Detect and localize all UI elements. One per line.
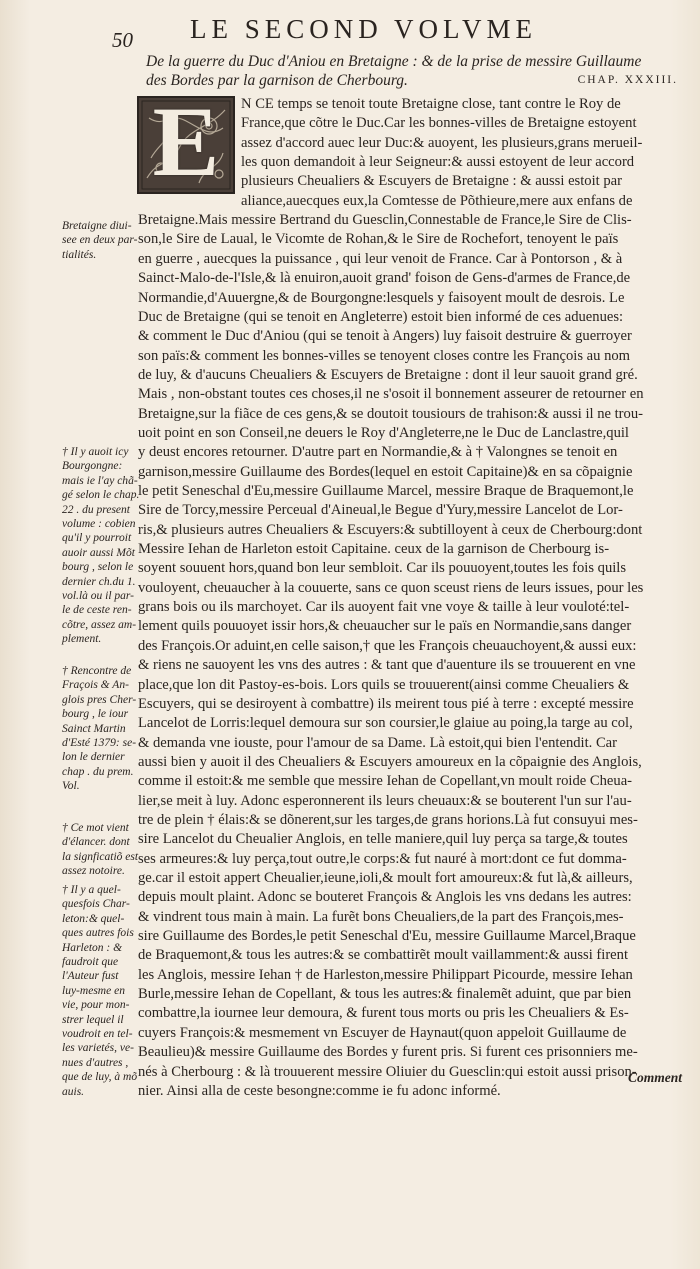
margin-note-line: la signficatiõ est <box>62 848 139 863</box>
text-line: tre de plein † élais:& se dõnerent,sur les targes,de grans horions.Là fut consuyui mes- <box>138 811 638 828</box>
text-line: garnison,messire Guillaume des Bordes(lequel en estoit Capitaine)& en sa cõpaignie <box>138 463 633 480</box>
margin-note-line: l'Auteur fust <box>62 968 119 983</box>
margin-note-line: qu'il y pourroit <box>62 530 132 545</box>
margin-note-line: bourg , selon le <box>62 559 134 574</box>
margin-note-line: Sainct Martin <box>62 720 126 735</box>
text-line: nier. Ainsi alla de ceste besongne:comme ie fu adonc informé. <box>138 1082 501 1099</box>
text-line: Bretaigne.Mais messire Bertrand du Guesclin,Connestable de France,le Sire de Clis- <box>138 212 632 229</box>
text-line: Duc de Bretaigne (qui se tenoit en Angleterre) estoit bien informé de ces aduenues: <box>138 308 624 325</box>
margin-note-line: quesfois Char- <box>62 896 130 911</box>
text-line: son païs:& comment les bonnes-villes se tenoyent closes contre les François au nom <box>138 347 631 364</box>
text-line: aliance,auecques eux,la Comtesse de Põthieure,mere aux enfans de <box>241 192 633 209</box>
text-line: combattre,la iournee leur demoura, & furent tous morts ou pris les Cheualiers & Es- <box>138 1005 629 1022</box>
margin-note-line: gé selon le chap. <box>62 487 140 502</box>
text-line: Messire Iehan de Harleton estoit Capitaine. ceux de la garnison de Cherbourg is- <box>138 541 610 558</box>
margin-note-line: d'Esté 1379: se- <box>62 735 137 750</box>
margin-note-line: luy-mesme en <box>62 982 125 997</box>
chapter-heading-line-1: De la guerre du Duc d'Aniou en Bretaigne : & de la prise de messire Guillaume <box>146 53 642 70</box>
text-line: nés à Cherbourg : & là trouuerent messire Oliuier du Guesclin:qui estoit aussi prison- <box>138 1063 637 1080</box>
margin-note-line: voudroit en tel- <box>62 1026 133 1041</box>
text-line: de luy, & d'aucuns Cheualiers & Escuyers de Bretaigne : dont il leur sauoit grand gré. <box>138 366 638 383</box>
margin-note-line: vie, pour mon- <box>62 997 130 1012</box>
margin-note-line: plement. <box>62 631 102 646</box>
text-line: N CE temps se tenoit toute Bretaigne close, tant contre le Roy de <box>241 96 621 112</box>
text-line: & comment le Duc d'Aniou (qui se tenoit à Angers) luy faisoit destruire & guerroyer <box>138 328 632 345</box>
margin-note <box>62 882 144 1098</box>
text-line: & demanda vne iouste, pour l'amour de sa Dame. Là estoit,qui bien l'entendit. Car <box>138 734 618 751</box>
text-line: plusieurs Cheualiers & Escuyers de Bretaigne : & aussi estoit par <box>241 173 622 190</box>
page-number: 50 <box>112 28 133 52</box>
text-line: ses armeures:& luy perça,tout outre,le corps:& fut nauré à mort:dont ce fut domma- <box>138 850 627 867</box>
margin-note-line: lon le dernier <box>62 749 125 764</box>
text-line: des François.Or aduint,en celle saison,† que les François cheuauchoyent,& aussi eux: <box>138 637 637 654</box>
margin-note-line: Fraçois & An- <box>62 677 129 692</box>
margin-note-line: que de luy, à mõ <box>62 1069 138 1084</box>
margin-note-line: d'élancer. dont <box>62 834 130 849</box>
margin-note-line: strer lequel il <box>62 1011 124 1026</box>
text-line: place,que lon dit Pastoy-es-bois. Lors quils se trouuerent(ainsi comme Cheualiers & <box>138 676 630 693</box>
text-line: vouloyent, cheuaucher à la couuerte, sans ce quon sceust riens de leurs issues, pour les <box>138 579 644 596</box>
margin-note-line: vol.là ou il par- <box>62 588 135 603</box>
chapter-number: CHAP. XXXIII. <box>577 74 678 86</box>
margin-note-line: † Rencontre de <box>62 663 132 677</box>
text-line: grans bois ou ils marchoyet. Car ils auoyent fait vne voye & taille à leur vouloté:tel- <box>138 599 630 616</box>
text-line: ris,& plusieurs autres Cheualiers & Escuyers:& subtilloyent à ceux de Cherbourg:dont <box>138 521 643 538</box>
text-line: comme il estoit:& me semble que messire Iehan de Copellant,vn moult roide Cheua- <box>138 773 633 790</box>
margin-note-line: † Il y auoit icy <box>62 444 129 458</box>
margin-note-line: bourg , le iour <box>62 706 129 721</box>
margin-note-line: tialités. <box>62 246 97 261</box>
text-line: aussi bien y auoit il des Cheualiers & Escuyers amoureux en la cõpaignie des Anglois, <box>138 753 642 770</box>
text-line: depuis moult plaint. Adonc se bouteret François & Anglois les vns dedans les autres: <box>138 889 632 906</box>
margin-note-line: chap . du prem. <box>62 763 134 778</box>
margin-note <box>62 663 144 793</box>
margin-note-line: leton:& quel- <box>62 910 125 925</box>
text-line: sire Guillaume des Bordes,le petit Seneschal d'Eu, messire Guillaume Marcel,Braque <box>138 928 636 945</box>
margin-note-line: les varietés, ve- <box>62 1040 134 1055</box>
text-line: les quon demandoit à leur Seigneur:& aussi estoyent de leur accord <box>241 154 635 171</box>
margin-note <box>62 820 144 878</box>
text-line: assez d'accord auec leur Duc:& auoyent, les plusieurs,grans merueil- <box>241 134 643 151</box>
margin-note-line: faudroit que <box>62 954 119 969</box>
margin-note-line: Harleton : & <box>62 939 123 954</box>
margin-note-line: Bourgongne: <box>62 458 123 473</box>
margin-note-line: ques autres fois <box>62 925 134 940</box>
text-line: y deust encores retourner. D'autre part en Normandie,& à † Valongnes se tenoit en <box>138 444 618 461</box>
text-line: ge.car il estoit appert Cheualier,ieune,ioli,& moult fort amoureux:& fut là,& ailleurs, <box>138 870 633 886</box>
text-line: Lancelot de Lorris:lequel demoura sur son coursier,le glaiue au poing,la targe au col, <box>138 715 633 732</box>
margin-note-line: auis. <box>62 1083 85 1098</box>
text-line: les Anglois, messire Iehan † de Harleston,messire Philippart Picourde, messire Iehan <box>138 966 633 983</box>
text-line: Sire de Torcy,messire Perceual d'Aineual,le Begue d'Yury,messire Lancelot de Lor- <box>138 502 623 519</box>
running-title: LE SECOND VOLVME <box>190 14 538 44</box>
text-line: Sainct-Malo-de-l'Isle,& là enuiron,auoit grand' foison de Gens-d'armes de France,de <box>138 270 631 287</box>
text-line: lement quils pouuoyet issir hors,& cheuaucher sur le païs en Normandie,sans danger <box>138 618 632 635</box>
text-line: en guerre , auecques la puissance , qui leur venoit de France. Car à Pontorson , & à <box>138 250 623 267</box>
text-line: Mais , non-obstant toutes ces choses,il ne s'osoit il bonnement asseurer de retourner en <box>138 386 644 403</box>
margin-note-line: le de ceste ren- <box>62 602 132 617</box>
text-line: Escuyers, qui se desiroyent à combattre) ils meirent tous pié à terre : excepté messire <box>138 695 634 712</box>
text-line: le petit Seneschal d'Eu,messire Guillaume Marcel, messire Braque de Braquemont,le <box>138 483 634 499</box>
margin-note-line: † Il y a quel- <box>62 882 121 896</box>
text-line: sire Lancelot du Cheualier Anglois, en telle maniere,quil luy perça sa targe,& toutes <box>138 831 628 848</box>
margin-note-line: mais ie l'ay chã- <box>62 472 138 487</box>
margin-note-line: cõtre, assez am- <box>62 616 137 631</box>
margin-note <box>62 218 144 261</box>
margin-note-line: dernier ch.du 1. <box>62 573 136 588</box>
margin-note-line: auoir aussi Mõt <box>62 544 135 559</box>
text-line: Normandie,d'Auuergne,& de Bourgongne:lesquels y faisoyent moult de desrois. Le <box>138 289 625 306</box>
text-line: son,le Sire de Laual, le Vicomte de Rohan,& le Sire de Rochefort, tenoyent le païs <box>138 231 619 248</box>
text-line: & riens ne sauoyent les vns des autres : & tant que d'auenture ils se trouuerent en vne <box>138 657 636 674</box>
margin-note-line: 22 . du present <box>62 501 130 516</box>
margin-note-line: Bretaigne diui- <box>62 218 132 232</box>
chapter-heading-line-2: des Bordes par la garnison de Cherbourg. <box>146 72 408 89</box>
text-line: soyent souuent hors,quand bon leur sembloit. Car ils pouuoyent,toutes les fois quils <box>138 560 627 577</box>
text-line: uoit point en son Conseil,ne deuers le Roy d'Angleterre,ne le Duc de Lanclastre,quil <box>138 424 629 441</box>
text-line: lier,se meit à luy. Adonc esperonnerent ils leurs cheuaux:& se bouterent l'un sur l'au- <box>138 792 632 809</box>
text-line: Beaulieu)& messire Guillaume des Bordes y furent pris. Si furent ces prisonniers me- <box>138 1044 638 1061</box>
text-line: France,que cõtre le Duc.Car les bonnes-villes de Bretaigne estoyent <box>241 115 637 132</box>
margin-note-line: Vol. <box>62 778 80 793</box>
margin-note-line: assez notoire. <box>62 863 125 878</box>
text-line: de Braquemont,& tous les autres:& se combattirẽt moult vaillamment:& aussi firent <box>138 947 629 964</box>
margin-note-line: volume : cobien <box>62 516 136 531</box>
catchword: Comment <box>628 1070 683 1085</box>
margin-note-line: † Ce mot vient <box>62 820 129 834</box>
margin-note-line: see en deux par- <box>62 232 138 247</box>
margin-note-line: glois pres Cher- <box>62 691 137 706</box>
initial-letter: E <box>152 86 220 197</box>
text-line: & vindrent tous main à main. La furẽt bons Cheualiers,de la part des François,mes- <box>138 908 624 925</box>
text-line: cuyers François:& mesmement vn Escuyer de Haynaut(quon appeloit Guillaume de <box>138 1024 627 1041</box>
text-line: Bretaigne,sur la fiãce de ces gens,& se doutoit tousiours de trahison:& aussi il ne trou- <box>138 405 643 422</box>
text-line: Burle,messire Iehan de Copellant, & tous les autres:& finalemẽt aduint, que par bien <box>138 986 632 1003</box>
margin-note <box>62 444 144 646</box>
margin-note-line: nues d'autres , <box>62 1054 129 1069</box>
